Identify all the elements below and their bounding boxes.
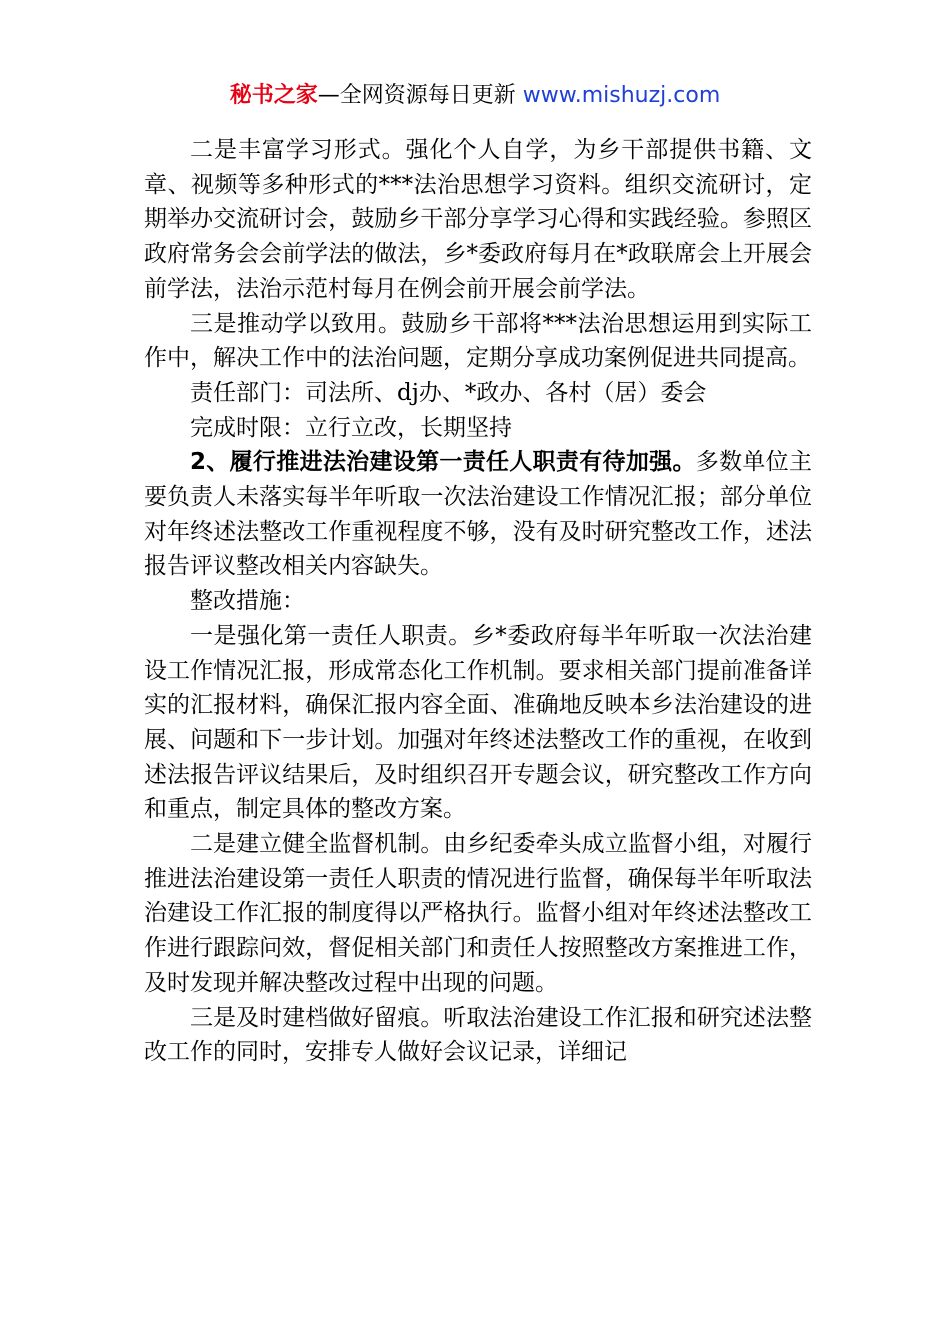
paragraph: 一是强化第一责任人职责。乡*委政府每半年听取一次法治建设工作情况汇报，形成常态化工作机制。要求相关部门提前准备详实的汇报材料，确保汇报内容全面、准确地反映本乡法治建设的进展、问题和下一步计划。加强对年终述法整改工作的重视，在收到述法报告评议结果后，及时组织召开专题会议，研究整改工作方向和重点，制定具体的整改方案。 (144, 622, 812, 823)
paragraph-text: 多数单位主要负责人未落实每半年听取一次法治建设工作情况汇报；部分单位对年终述法整改工作重视程度不够，没有及时研究整改工作，述法报告评议整改相关内容缺失。 (144, 449, 812, 580)
site-url[interactable]: www.mishuzj.com (522, 83, 721, 108)
paragraph: 三是推动学以致用。鼓励乡干部将***法治思想运用到实际工作中，解决工作中的法治问题，定期分享成功案例促进共同提高。 (144, 310, 812, 372)
paragraph: 三是及时建档做好留痕。听取法治建设工作汇报和研究述法整改工作的同时，安排专人做好会议记录，详细记 (144, 1004, 812, 1066)
paragraph: 责任部门：司法所、dj办、*政办、各村（居）委会 (190, 379, 707, 406)
brand-name: 秘书之家 (229, 83, 318, 108)
header-tagline: —全网资源每日更新 (317, 83, 516, 108)
paragraph: 二是丰富学习形式。强化个人自学，为乡干部提供书籍、文章、视频等多种形式的***法治思想学习资料。组织交流研讨，定期举办交流研讨会，鼓励乡干部分享学习心得和实践经验。参照区政府常务会会前学法的做法，乡*委政府每月在*政联席会上开展会前学法，法治示范村每月在例会前开展会前学法。 (144, 137, 812, 302)
section-heading: 2、履行推进法治建设第一责任人职责有待加强。 (190, 449, 696, 476)
document-body (144, 133, 812, 1070)
page-header (0, 80, 950, 112)
paragraph: 二是建立健全监督机制。由乡纪委牵头成立监督小组，对履行推进法治建设第一责任人职责的情况进行监督，确保每半年听取法治建设工作汇报的制度得以严格执行。监督小组对年终述法整改工作进行跟踪问效，督促相关部门和责任人按照整改方案推进工作，及时发现并解决整改过程中出现的问题。 (144, 831, 812, 996)
paragraph: 整改措施： (190, 588, 305, 615)
paragraph: 完成时限：立行立改，长期坚持 (190, 414, 512, 441)
paragraph (144, 445, 812, 584)
